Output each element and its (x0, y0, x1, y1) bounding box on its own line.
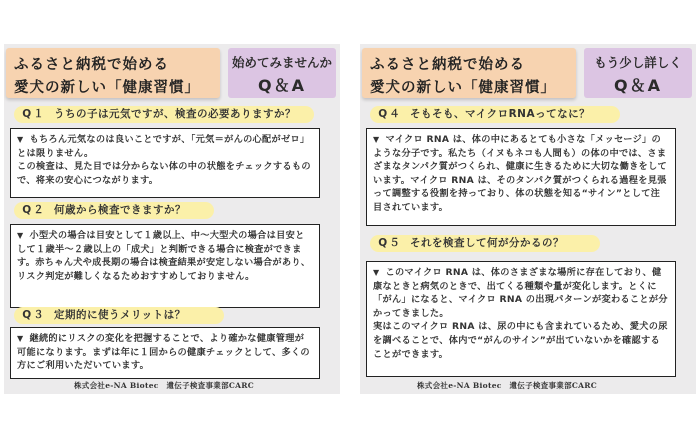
triangle-bullet-icon: ▼ (17, 334, 24, 343)
title-box (6, 48, 220, 98)
panel-header (4, 44, 340, 100)
qa-tag (228, 48, 336, 98)
tag-qa-label: Q＆A (258, 76, 306, 95)
panel-header (360, 44, 696, 100)
title-line-2: 愛犬の新しい「健康習慣」 (370, 80, 556, 96)
question-number: Q１ (22, 108, 46, 120)
qa-tag (584, 48, 692, 98)
triangle-bullet-icon: ▼ (373, 268, 380, 277)
question-1 (14, 106, 314, 123)
company-footer: 株式会社e-NA Biotec 遺伝子検査事業部CARC (74, 381, 255, 390)
title-line-1: ふるさと納税で始める (370, 57, 525, 73)
question-2 (14, 202, 214, 219)
question-number: Q４ (378, 108, 402, 120)
question-text: 定期的に使うメリットは？ (54, 309, 186, 321)
answer-text: この検査は、見た目では分からない体の中の状態をチェックするもので、将来の安心につながります。 (17, 161, 311, 186)
question-text: うちの子は元気ですが、検査の必要ありますか？ (54, 108, 296, 120)
tag-subtitle: 始めてみませんか (231, 55, 332, 70)
question-3 (14, 307, 224, 324)
qa-panel-left (4, 44, 340, 394)
answer-4 (366, 128, 676, 226)
tag-subtitle: もう少し詳しく (594, 55, 682, 70)
question-4 (370, 106, 620, 123)
title-box (362, 48, 576, 98)
triangle-bullet-icon: ▼ (17, 135, 24, 144)
triangle-bullet-icon: ▼ (373, 135, 380, 144)
question-text: それを検査して何が分かるの？ (410, 237, 564, 249)
answer-text: 継続的にリスクの変化を把握することで、より確かな健康管理が可能になります。まずは年に１回からの健康チェックとして、多くの方にご利用いただいています。 (17, 333, 310, 372)
title-line-2: 愛犬の新しい「健康習慣」 (14, 80, 200, 96)
answer-text: このマイクロ RNA は、体のさまざまな場所に存在しており、健康なときと病気のときで、出てくる種類や量が変化します。とくに「がん」になると、マイクロ RNA の出現パターンが変わることが分かってきました。 (373, 267, 668, 319)
answer-text: もちろん元気なのは良いことですが、「元気＝がんの心配がゼロ」とは限りません。 (17, 134, 310, 159)
question-number: Q２ (22, 204, 46, 216)
triangle-bullet-icon: ▼ (17, 231, 24, 240)
answer-5 (366, 261, 676, 377)
question-5 (370, 235, 600, 252)
question-number: Q５ (378, 237, 402, 249)
answer-1 (10, 128, 320, 198)
answer-2 (10, 224, 320, 308)
question-text: そもそも、マイクロRNAってなに？ (410, 108, 591, 120)
answer-text: 小型犬の場合は目安として１歳以上、中～大型犬の場合は目安として１歳半～２歳以上の「成犬」と判断できる場合に検査ができます。赤ちゃん犬や成長期の場合は検査結果が安定しない場合があり、リスク判定が難しくなるためおすすめしておりません。 (17, 230, 311, 282)
answer-text: 実はこのマイクロ RNA は、尿の中にも含まれているため、愛犬の尿を調べることで、体内で“がんのサイン”が出ていないかを確認することができます。 (373, 321, 668, 360)
question-number: Q３ (22, 309, 46, 321)
qa-panel-right (360, 44, 696, 394)
tag-qa-label: Q＆A (614, 76, 662, 95)
question-text: 何歳から検査できますか？ (54, 204, 186, 216)
title-line-1: ふるさと納税で始める (14, 57, 169, 73)
answer-text: マイクロ RNA は、体の中にあるとても小さな「メッセージ」のような分子です。私たち（イヌもネコも人間も）の体の中では、さまざまなタンパク質がつくられ、健康に生きるために大切な働きをしています。マイクロ RNA は、そのタンパク質がつくられる過程を見張って調整する役割を持っており、体の状態を知る“サイン”として注目されています。 (373, 134, 668, 213)
company-footer: 株式会社e-NA Biotec 遺伝子検査事業部CARC (417, 381, 598, 390)
answer-3 (10, 327, 320, 379)
